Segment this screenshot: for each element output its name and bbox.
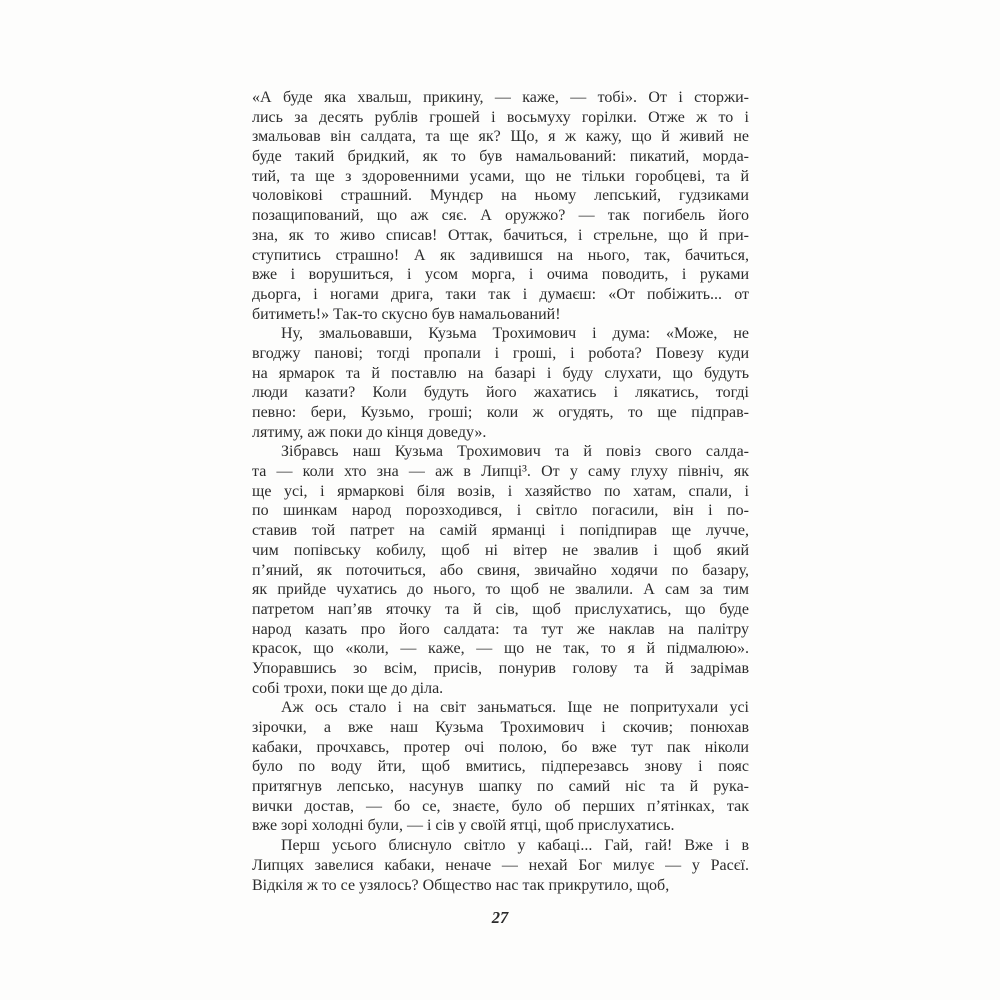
text-line: патретом нап’яв яточку та й сів, щоб прислухатись, що буде bbox=[252, 600, 749, 618]
text-line: по шинкам народ порозходився, і світло погасили, він і по- bbox=[252, 502, 749, 520]
text-line: ставив той патрет на самій ярманці і попідпирав ще лучче, bbox=[252, 522, 749, 540]
text-line: люди казати? Коли будуть його жахатись і лякатись, тогді bbox=[252, 384, 749, 402]
text-line: ступитись страшно! А як задивишся на нього, так, бачиться, bbox=[252, 246, 749, 264]
text-line: тий, та ще з здоровенними усами, що не тільки горобцеві, та й bbox=[252, 167, 749, 185]
text-line: зірочки, а вже наш Кузьма Трохимович і скочив; понюхав bbox=[252, 719, 749, 736]
paragraph bbox=[252, 324, 749, 442]
text-line: притягнув лепсько, насунув шапку по самий ніс та й рука- bbox=[252, 778, 749, 796]
text-line: Упоравшись зо всім, присів, понурив голову та й задрімав bbox=[252, 659, 749, 677]
text-line: на ярмарок та й поставлю на базарі і буду слухати, що будуть bbox=[252, 364, 749, 382]
text-line: Зібравсь наш Кузьма Трохимович та й повіз свого салда- bbox=[281, 443, 749, 461]
text-line: п’яний, як поточиться, або свиня, звичайно ходячи по базару, bbox=[252, 561, 749, 579]
text-line: вички достав, — бо се, знаєте, було об перших п’ятінках, так bbox=[252, 797, 749, 815]
text-line: ще усі, і ярмаркові біля возів, і хазяйство по хатам, спали, і bbox=[252, 482, 749, 500]
page-number: 27 bbox=[491, 908, 509, 927]
text-line: Перш усього блиснуло світло у кабаці... Гай, гай! Вже і в bbox=[281, 837, 749, 855]
text-line: Липцях завелися кабаки, неначе — нехай Бог милує — у Расєї. bbox=[252, 856, 749, 874]
text-line: Аж ось стало і на світ заньматься. Іще не попритухали усі bbox=[281, 699, 749, 717]
text-line: буде такий бридкий, як то був намальований: пикатий, морда- bbox=[252, 148, 749, 166]
text-block bbox=[252, 88, 749, 895]
text-line: собі трохи, поки ще до діла. bbox=[252, 679, 444, 697]
text-line: Відкіля ж то се узялось? Общество нас так прикрутило, щоб, bbox=[252, 876, 670, 894]
text-line: Ну, змальовавши, Кузьма Трохимович і дума: «Може, не bbox=[281, 325, 749, 343]
text-line: лятиму, аж поки до кінця доведу». bbox=[252, 423, 487, 441]
paragraph bbox=[252, 442, 749, 698]
text-line: битиметь!» Так-то скусно був намальований! bbox=[252, 305, 561, 323]
text-line: змальовав він салдата, та ще як? Що, я ж кажу, що й живий не bbox=[252, 128, 749, 146]
text-line: зна, як то живо списав! Оттак, бачиться, і стрельне, що й при- bbox=[252, 226, 749, 244]
paragraph bbox=[252, 698, 749, 836]
text-line: як прийде чухатись до нього, то щоб не звалили. А сам за тим bbox=[252, 581, 749, 599]
text-line: позащипований, що аж сяє. А оружжо? — так погибель його bbox=[252, 207, 749, 225]
text-line: чоловікові страшний. Мундєр на ньому лепський, гудзиками bbox=[252, 187, 749, 205]
text-line: чим попівську кобилу, щоб ні вітер не звалив і щоб який bbox=[252, 541, 749, 559]
text-line: народ казать про його салдата: та тут же наклав на палітру bbox=[252, 620, 749, 638]
paragraph bbox=[252, 88, 749, 324]
text-line: вже зорі холодні були, — і сів у своїй ятці, щоб прислухатись. bbox=[252, 817, 675, 835]
text-line: лись за десять рублів грошей і восьмуху горілки. Отже ж то і bbox=[252, 108, 749, 126]
text-line: кабаки, прочхавсь, протер очі полою, бо вже тут пак ніколи bbox=[252, 738, 749, 756]
text-line: та — коли хто зна — аж в Липці³. От у саму глуху північ, як bbox=[252, 463, 749, 481]
text-line: красок, що «коли, — каже, — що не так, то я й підмалюю». bbox=[252, 640, 749, 658]
text-line: вгоджу панові; тогді пропали і гроші, і робота? Повезу куди bbox=[252, 344, 749, 362]
text-line: дьорга, і ногами дрига, таки так і думаєш: «От побіжить... от bbox=[252, 285, 749, 303]
text-line: було по воду йти, щоб вмитись, підперезавсь знову і пояс bbox=[252, 758, 749, 776]
text-line: «А буде яка хвальш, прикину, — каже, — тобі». От і сторжи- bbox=[252, 89, 749, 106]
text-line: певно: бери, Кузьмо, гроші; коли ж огудять, то ще підправ- bbox=[252, 404, 749, 421]
text-line: вже і ворушиться, і усом морга, і очима поводить, і руками bbox=[252, 266, 749, 284]
paragraph bbox=[252, 836, 749, 895]
